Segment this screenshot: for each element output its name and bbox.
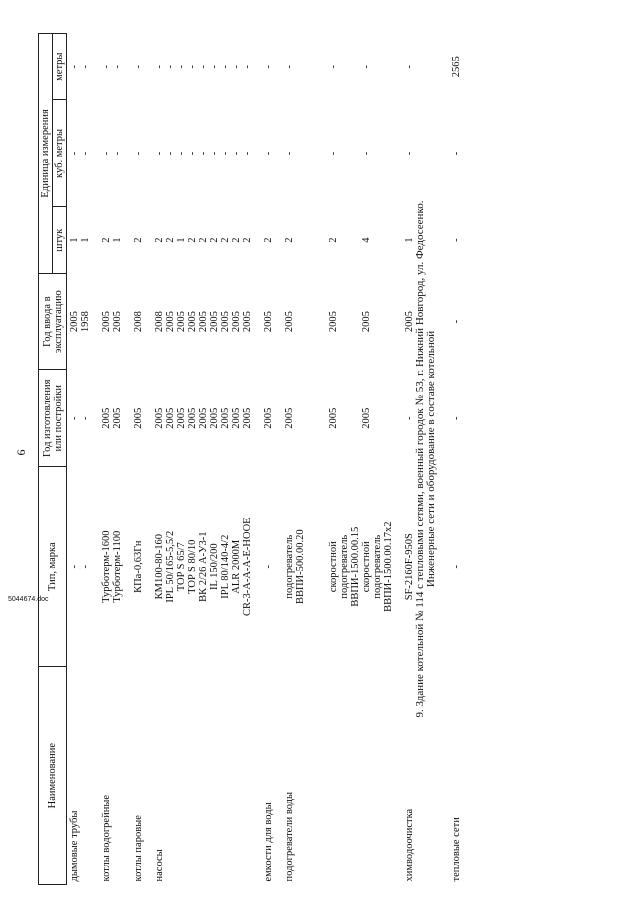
row-m: 2565 [451, 56, 462, 78]
row-year-commissioned-line [295, 276, 306, 367]
row-pcs-line [306, 210, 317, 270]
row-m3-line: - [361, 151, 372, 156]
row-m3-line: - [187, 151, 198, 156]
row-year-commissioned [123, 273, 144, 370]
row-year-made-line: 2005 [242, 407, 253, 429]
row-m3-line: - [133, 151, 144, 156]
section-subtitle-row [426, 34, 437, 885]
row-brand-line: ALR 2000M [231, 539, 242, 594]
row-pcs-line: 2 [231, 237, 242, 243]
row-m [274, 34, 394, 100]
row-year-made: - [451, 416, 462, 421]
row-m3-line [306, 103, 317, 204]
row-brand-line: ВВПИ-1500.00.17х2 [383, 521, 394, 612]
row-m3 [67, 100, 92, 207]
row-year-made-line [306, 373, 317, 464]
row-m3 [253, 100, 274, 207]
row-m3-line: - [165, 151, 176, 156]
row-year-commissioned-line: 2008 [133, 311, 144, 333]
row-m-line: - [176, 64, 187, 69]
row-name: емкости для воды [263, 802, 274, 882]
section-title: 9. Здание котельной № 114 с тепловыми сетями, военный городок № 53, г. Нижний Новгород, ул. Федосеенко. [414, 200, 426, 718]
header-year-commissioned: Год ввода в эксплуатацию [39, 273, 67, 370]
row-year-commissioned-line: 2005 [404, 311, 415, 333]
page-number: 6 [14, 449, 28, 456]
row-m3-line: - [209, 151, 220, 156]
row-m3-line: - [404, 151, 415, 156]
row-year-made [67, 370, 92, 467]
row-m [253, 34, 274, 100]
row-pcs-line: 2 [263, 237, 274, 243]
row-m [394, 34, 415, 100]
row-m-line: - [80, 64, 91, 69]
row-year-commissioned-line: 1958 [80, 311, 91, 333]
row-year-made-line: 2005 [176, 407, 187, 429]
row-brand-line [317, 470, 328, 664]
row-pcs-line: 2 [328, 237, 339, 243]
row-brand-line: SF-2160F-950S [404, 533, 415, 601]
row-pcs-line: 2 [154, 237, 165, 243]
row-m3 [144, 100, 253, 207]
row-pcs [67, 207, 92, 273]
row-year-made-line: 2005 [133, 407, 144, 429]
row-pcs [91, 207, 123, 273]
row-m3-line: - [69, 151, 80, 156]
row-brand-line: Турботерм-1600 [101, 530, 112, 603]
row-m-line [317, 37, 328, 97]
row-year-commissioned-line: 2005 [165, 311, 176, 333]
row-year-made-line: 2005 [198, 407, 209, 429]
row-year-made-line: 2005 [112, 407, 123, 429]
row-m3-line [339, 103, 350, 204]
row-year-commissioned-line: 2005 [69, 311, 80, 333]
row-m3-line: - [101, 151, 112, 156]
row-m-line: - [187, 64, 198, 69]
row-year-commissioned-line [350, 276, 361, 367]
row-m3-line: - [263, 151, 274, 156]
row-year-commissioned-line [317, 276, 328, 367]
row-pcs: - [451, 238, 462, 242]
row-year-made-line: 2005 [220, 407, 231, 429]
row-m-line: - [361, 64, 372, 69]
row-m3-line: - [242, 151, 253, 156]
row-pcs-line: 1 [69, 237, 80, 243]
row-pcs-line [295, 210, 306, 270]
row-name: тепловые сети [451, 817, 462, 882]
row-year-made-line: 2005 [284, 407, 295, 429]
row-year-made [274, 370, 394, 467]
table-row [91, 34, 123, 885]
row-brand-line: скоростной [361, 541, 372, 593]
row-year-made-line: 2005 [101, 407, 112, 429]
row-brand-line: КПа-0,63Гн [133, 540, 144, 593]
section-subtitle: Инженерные сети и оборудование в составе котельной [425, 330, 437, 588]
row-name: насосы [154, 849, 165, 882]
row-year-made-line [317, 373, 328, 464]
row-year-made-line: 2005 [187, 407, 198, 429]
row-m-line: - [69, 64, 80, 69]
row-pcs-line: 4 [361, 237, 372, 243]
row-year-made-line [350, 373, 361, 464]
table-row [67, 34, 92, 885]
row-m3 [123, 100, 144, 207]
row-year-made-line: - [69, 416, 80, 421]
row-brand-line [306, 470, 317, 664]
row-year-made [253, 370, 274, 467]
row-year-commissioned [274, 273, 394, 370]
row-year-commissioned-line [306, 276, 317, 367]
row-m [123, 34, 144, 100]
row-year-commissioned-line: 2005 [112, 311, 123, 333]
row-m-line [306, 37, 317, 97]
table-row [123, 34, 144, 885]
row-m-line: - [133, 64, 144, 69]
row-brand [394, 467, 415, 667]
row-brand-line: CR-3-А-А-А-Е-НООЕ [242, 517, 253, 616]
row-m-line: - [165, 64, 176, 69]
row-m-line: - [284, 64, 295, 69]
row-m3-line: - [328, 151, 339, 156]
row-name: химводоочистка [404, 808, 415, 882]
row-year-made-line: 2005 [263, 407, 274, 429]
row-brand [67, 467, 92, 667]
row-brand-line: подогреватель [339, 534, 350, 599]
row-year-commissioned [253, 273, 274, 370]
row-m-line: - [263, 64, 274, 69]
row-year-commissioned-line: 2005 [187, 311, 198, 333]
row-year-commissioned-line: 2005 [209, 311, 220, 333]
row-pcs [144, 207, 253, 273]
row-brand-line: - [69, 564, 80, 569]
row-pcs [274, 207, 394, 273]
row-m-line [295, 37, 306, 97]
header-name: Наименование [39, 667, 67, 885]
row-pcs-line: 2 [284, 237, 295, 243]
row-name: котлы водогрейные [101, 794, 112, 882]
row-m-line: - [404, 64, 415, 69]
row-pcs-line: 1 [404, 237, 415, 243]
row-brand-line: Турботерм-1100 [112, 530, 123, 603]
row-year-commissioned-line: 2005 [220, 311, 231, 333]
row-year-commissioned-line: 2005 [284, 311, 295, 333]
row-m3-line: - [284, 151, 295, 156]
header-unit-pcs: штук [53, 207, 67, 273]
row-year-made-line: 2005 [328, 407, 339, 429]
table-row [437, 34, 462, 885]
row-m-line [350, 37, 361, 97]
row-pcs-line: 2 [101, 237, 112, 243]
row-pcs-line: 2 [242, 237, 253, 243]
row-year-commissioned-line: 2005 [176, 311, 187, 333]
row-m-line: - [101, 64, 112, 69]
row-m3-line: - [176, 151, 187, 156]
row-year-made-line: - [80, 416, 91, 421]
row-brand-line: ВВПИ-500.00.20 [295, 529, 306, 605]
table-row [394, 34, 415, 885]
row-year-commissioned-line: 2005 [263, 311, 274, 333]
row-year-made-line: 2005 [361, 407, 372, 429]
row-pcs-line: 2 [187, 237, 198, 243]
row-year-commissioned-line: 2005 [242, 311, 253, 333]
table-body [67, 34, 463, 885]
row-year-made-line: 2005 [165, 407, 176, 429]
row-m3-line: - [80, 151, 91, 156]
row-m3-line: - [112, 151, 123, 156]
row-brand [274, 467, 394, 667]
row-m-line: - [154, 64, 165, 69]
row-year-commissioned [67, 273, 92, 370]
row-m3-line [317, 103, 328, 204]
table-row [274, 34, 394, 885]
row-year-made [91, 370, 123, 467]
row-pcs [253, 207, 274, 273]
footer-filename: 5044674.doc [8, 596, 49, 603]
row-year-made-line: 2005 [231, 407, 242, 429]
row-m-line: - [198, 64, 209, 69]
row-m3-line: - [198, 151, 209, 156]
row-brand: - [451, 564, 462, 569]
row-brand [123, 467, 144, 667]
row-year-commissioned-line: 2005 [101, 311, 112, 333]
row-brand-line: TOP S 65/7 [176, 542, 187, 592]
row-m-line: - [209, 64, 220, 69]
row-pcs-line: 1 [176, 237, 187, 243]
row-year-commissioned-line [339, 276, 350, 367]
row-year-made [144, 370, 253, 467]
row-brand-line: ВК 2/26 А-У3-1 [198, 531, 209, 602]
row-year-commissioned-line: 2005 [231, 311, 242, 333]
row-year-made [394, 370, 415, 467]
row-pcs-line: 1 [80, 237, 91, 243]
row-brand [144, 467, 253, 667]
row-brand-line: скоростной [328, 541, 339, 593]
row-m3 [394, 100, 415, 207]
row-m-line: - [220, 64, 231, 69]
row-year-commissioned-line: 2005 [198, 311, 209, 333]
table-row [144, 34, 253, 885]
row-brand-line: подогреватель [372, 534, 383, 599]
row-year-commissioned [144, 273, 253, 370]
row-year-commissioned-line: 2005 [328, 311, 339, 333]
row-pcs-line: 2 [198, 237, 209, 243]
row-year-made-line [339, 373, 350, 464]
row-year-commissioned-line: 2005 [361, 311, 372, 333]
row-pcs-line: 1 [112, 237, 123, 243]
header-unit-m3: куб. метры [53, 100, 67, 207]
row-pcs-line [350, 210, 361, 270]
row-pcs [394, 207, 415, 273]
row-m-line: - [328, 64, 339, 69]
row-year-made-line: 2005 [154, 407, 165, 429]
row-brand-line: КМ100-80-160 [154, 534, 165, 600]
row-year-commissioned [394, 273, 415, 370]
row-brand-line: - [80, 564, 91, 569]
header-type: Тип, марка [39, 467, 67, 667]
row-pcs-line: 2 [220, 237, 231, 243]
row-m [67, 34, 92, 100]
row-m-line: - [231, 64, 242, 69]
row-brand-line: IPL 80/140-4/2 [220, 534, 231, 599]
header-unit-m: метры [53, 34, 67, 100]
row-m3 [274, 100, 394, 207]
row-pcs [123, 207, 144, 273]
row-brand [91, 467, 123, 667]
row-name: дымовые трубы [69, 810, 80, 882]
row-year-made-line [295, 373, 306, 464]
row-pcs-line: 2 [133, 237, 144, 243]
row-year-commissioned [91, 273, 123, 370]
row-m-line: - [242, 64, 253, 69]
row-pcs-line [317, 210, 328, 270]
row-brand-line: TOP S 80/10 [187, 539, 198, 594]
row-m3: - [451, 151, 462, 156]
row-m [144, 34, 253, 100]
row-name: подогреватели воды [284, 791, 295, 882]
row-brand [253, 467, 274, 667]
row-m3-line [350, 103, 361, 204]
row-year-commissioned-line: 2008 [154, 311, 165, 333]
row-pcs-line: 2 [209, 237, 220, 243]
row-year-made [123, 370, 144, 467]
row-brand-line: - [263, 564, 274, 569]
row-year-made-line: - [404, 416, 415, 421]
row-pcs-line: 2 [165, 237, 176, 243]
row-m3-line: - [231, 151, 242, 156]
row-brand-line: IL 150/200 [209, 543, 220, 590]
row-brand-line: ВВПИ-1500.00.15 [350, 526, 361, 607]
row-year-made-line: 2005 [209, 407, 220, 429]
row-brand-line: IPL 50/165-5,5/2 [165, 530, 176, 603]
equipment-table [38, 33, 462, 885]
row-m3-line [295, 103, 306, 204]
header-year-made: Год изготовления или постройки [39, 370, 67, 467]
row-pcs-line [339, 210, 350, 270]
row-m3-line: - [220, 151, 231, 156]
row-brand-line: подогреватель [284, 534, 295, 599]
table-row [253, 34, 274, 885]
header-unit-group: Единица измерения [39, 34, 53, 274]
row-m [91, 34, 123, 100]
row-m3 [91, 100, 123, 207]
row-year-commissioned: - [451, 319, 462, 324]
row-m-line [339, 37, 350, 97]
row-m-line: - [112, 64, 123, 69]
row-name: котлы паровые [133, 815, 144, 882]
row-m3-line: - [154, 151, 165, 156]
